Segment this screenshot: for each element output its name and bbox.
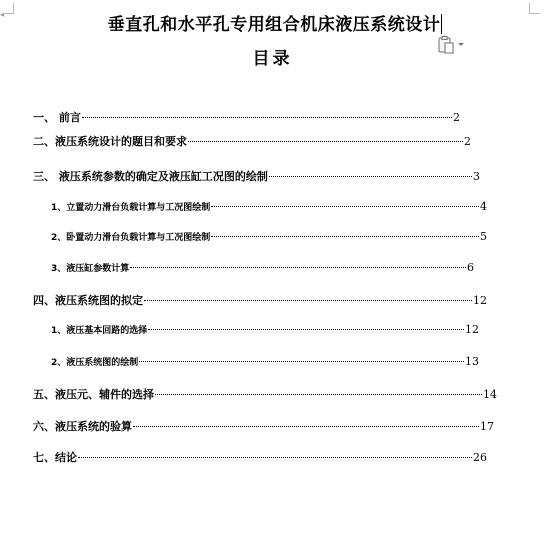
toc-heading: 目录 bbox=[252, 49, 293, 69]
toc-entry-text: 七、结论 bbox=[33, 451, 77, 464]
toc-leader-dots bbox=[211, 236, 479, 237]
toc-entry-text: 1、液压基本回路的选择 bbox=[51, 326, 148, 336]
toc-entry-text: 六、液压系统的验算 bbox=[33, 420, 132, 433]
toc-entry-text: 2、液压系统图的绘制 bbox=[51, 358, 139, 368]
toc-entry[interactable] bbox=[51, 200, 487, 216]
toc-entry[interactable] bbox=[33, 292, 487, 308]
toc-page-number: 6 bbox=[467, 261, 474, 274]
toc-entry[interactable] bbox=[33, 133, 471, 149]
toc-leader-dots bbox=[139, 361, 464, 362]
toc-entry[interactable] bbox=[33, 386, 497, 402]
toc-entry[interactable] bbox=[33, 418, 494, 434]
toc-leader-dots bbox=[155, 394, 482, 395]
toc-leader-dots bbox=[211, 206, 479, 207]
toc-leader-dots bbox=[82, 117, 452, 118]
toc-entry[interactable] bbox=[33, 109, 460, 125]
toc-leader-dots bbox=[78, 457, 472, 458]
toc-entry[interactable] bbox=[51, 261, 474, 277]
toc-entry-text: 四、液压系统图的拟定 bbox=[33, 294, 143, 307]
toc-page-number: 4 bbox=[480, 200, 487, 213]
toc-entry[interactable] bbox=[51, 230, 487, 246]
toc-entry-text: 2、卧置动力滑台负载计算与工况图绘制 bbox=[51, 233, 211, 243]
toc-page-number: 2 bbox=[453, 111, 460, 124]
toc-page-number: 12 bbox=[473, 294, 487, 307]
toc-page-number: 12 bbox=[465, 323, 479, 336]
toc-page-number: 13 bbox=[465, 355, 479, 368]
toc-entry-text: 五、液压元、辅件的选择 bbox=[33, 388, 154, 401]
toc-entry[interactable] bbox=[51, 355, 479, 371]
toc-leader-dots bbox=[144, 300, 472, 301]
toc-entry-text: 二、液压系统设计的题目和要求 bbox=[33, 135, 187, 148]
toc-entry[interactable] bbox=[33, 449, 487, 465]
toc-entry-text: 1、立置动力滑台负载计算与工况图绘制 bbox=[51, 203, 211, 213]
toc-page-number: 5 bbox=[480, 230, 487, 243]
toc-page-number: 14 bbox=[483, 388, 497, 401]
toc-entry-text: 3、液压缸参数计算 bbox=[51, 264, 130, 274]
page-corner-mark-top-left bbox=[3, 3, 14, 14]
page-corner-mark-top-right bbox=[529, 3, 540, 14]
toc-entry[interactable] bbox=[33, 168, 480, 184]
document-title-text: 垂直孔和水平孔专用组合机床液压系统设计 bbox=[107, 15, 441, 35]
document-title[interactable] bbox=[100, 10, 450, 35]
toc-leader-dots bbox=[133, 426, 479, 427]
toc-page-number: 2 bbox=[464, 135, 471, 148]
toc-leader-dots bbox=[269, 176, 472, 177]
toc-entry-text: 一、 前言 bbox=[33, 111, 81, 124]
text-cursor bbox=[441, 14, 442, 34]
toc-page-number: 26 bbox=[473, 451, 487, 464]
toc-page-number: 17 bbox=[480, 420, 494, 433]
collapse-arrow-icon[interactable]: ◂ bbox=[0, 10, 5, 19]
toc-leader-dots bbox=[188, 141, 463, 142]
toc-entry-text: 三、 液压系统参数的确定及液压缸工况图的绘制 bbox=[33, 170, 268, 183]
toc-leader-dots bbox=[130, 267, 466, 268]
toc-leader-dots bbox=[148, 329, 464, 330]
toc-entry[interactable] bbox=[51, 323, 479, 339]
toc-page-number: 3 bbox=[473, 170, 480, 183]
